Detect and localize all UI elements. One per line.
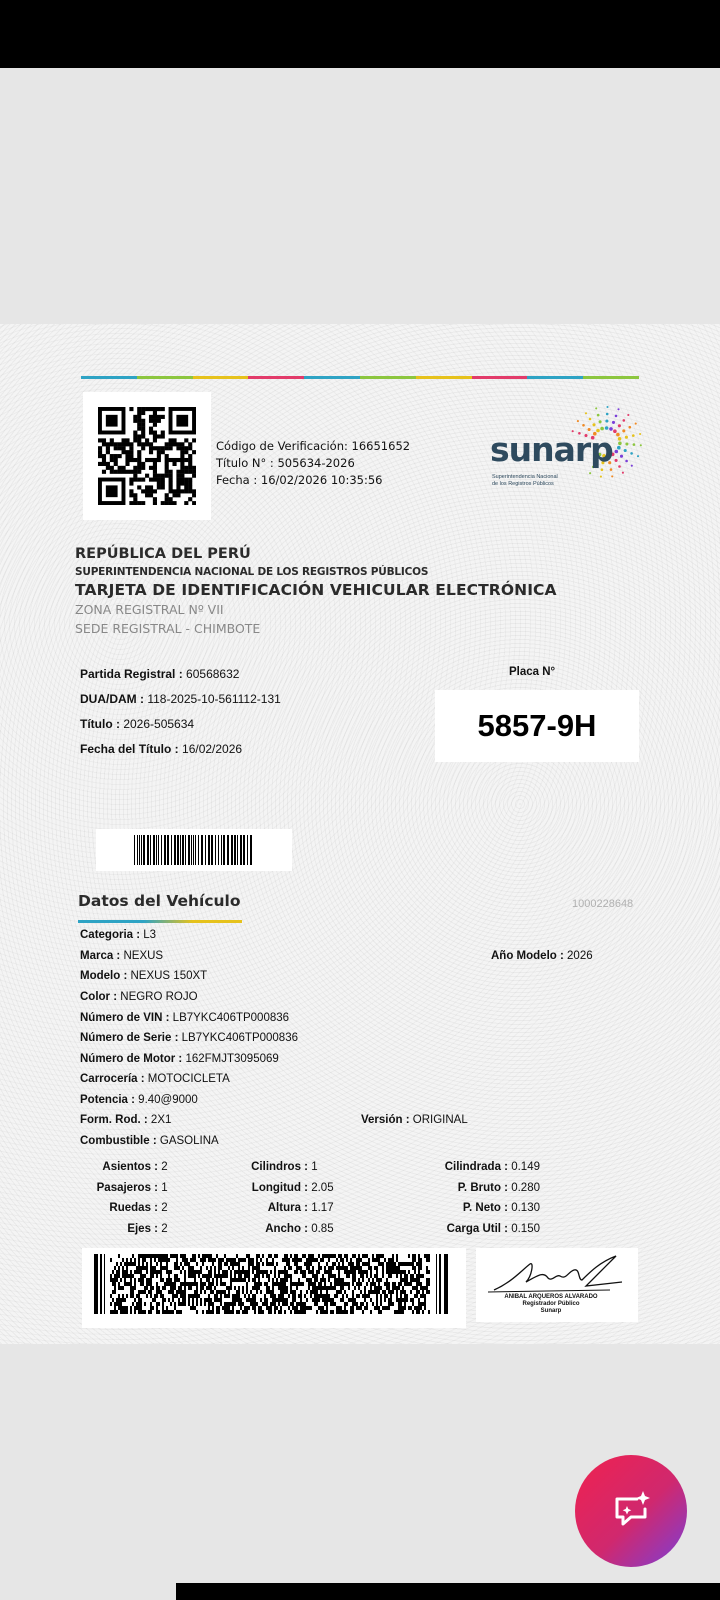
vin-label: Número de VIN : <box>80 1012 170 1024</box>
color-stripe <box>81 376 639 379</box>
color-row <box>80 991 198 1003</box>
signature-scribble-icon <box>482 1252 632 1296</box>
fecha-row <box>80 742 242 756</box>
motor-label: Número de Motor : <box>80 1053 183 1065</box>
signer-info <box>476 1294 626 1315</box>
titulo-value: 2026-505634 <box>123 717 195 731</box>
pasajeros-value: 1 <box>161 1182 168 1194</box>
status-bar <box>0 0 720 68</box>
pbruto-value: 0.280 <box>511 1182 540 1194</box>
potencia-value: 9.40@9000 <box>138 1094 198 1106</box>
carroceria-value: MOTOCICLETA <box>147 1073 230 1085</box>
carga-value: 0.150 <box>511 1223 540 1235</box>
combustible-value: GASOLINA <box>159 1135 219 1147</box>
dua-row <box>80 692 281 706</box>
longitud-row <box>232 1182 334 1194</box>
carroceria-label: Carrocería : <box>80 1073 145 1085</box>
altura-label: Altura : <box>267 1202 308 1214</box>
zone-heading: ZONA REGISTRAL Nº VII <box>75 602 224 617</box>
vehicle-card-document <box>0 324 720 1344</box>
ancho-value: 0.85 <box>311 1223 334 1235</box>
agency-heading: SUPERINTENDENCIA NACIONAL DE LOS REGISTROS PÚBLICOS <box>75 566 429 578</box>
logo-subtitle-line1: Superintendencia Nacional <box>492 474 558 480</box>
serie-row <box>80 1032 298 1044</box>
partida-row <box>80 667 239 681</box>
title-number: Título N° : 505634-2026 <box>216 456 355 470</box>
qr-code[interactable] <box>83 392 211 520</box>
marca-row <box>80 950 163 962</box>
cilindrada-row <box>430 1161 540 1173</box>
ruedas-label: Ruedas : <box>109 1202 158 1214</box>
ruedas-value: 2 <box>161 1202 168 1214</box>
ejes-label: Ejes : <box>127 1223 158 1235</box>
fecha-value: 16/02/2026 <box>182 742 243 756</box>
altura-row <box>232 1202 334 1214</box>
cilindros-label: Cilindros : <box>251 1161 308 1173</box>
ancho-label: Ancho : <box>265 1223 308 1235</box>
dua-label: DUA/DAM : <box>80 692 144 706</box>
marca-value: NEXUS <box>123 950 164 962</box>
altura-value: 1.17 <box>311 1202 334 1214</box>
carroceria-row <box>80 1073 230 1085</box>
partida-label: Partida Registral : <box>80 667 183 681</box>
modelo-value: NEXUS 150XT <box>130 970 208 982</box>
anio-row <box>491 950 593 962</box>
chat-sparkle-icon <box>609 1489 653 1533</box>
navigation-bar <box>176 1583 720 1600</box>
asientos-value: 2 <box>161 1161 168 1173</box>
anio-label: Año Modelo : <box>491 950 564 962</box>
ai-assistant-button[interactable] <box>575 1455 687 1567</box>
formrod-row <box>80 1114 171 1126</box>
cilindrada-label: Cilindrada : <box>444 1161 508 1173</box>
vin-row <box>80 1012 289 1024</box>
pdf417-barcode <box>82 1248 466 1328</box>
cilindros-value: 1 <box>311 1161 318 1173</box>
color-label: Color : <box>80 991 118 1003</box>
version-value: ORIGINAL <box>412 1114 468 1126</box>
categoria-value: L3 <box>143 929 157 941</box>
issue-date: Fecha : 16/02/2026 10:35:56 <box>216 473 383 487</box>
plate-number: 5857-9H <box>435 690 639 762</box>
pneto-value: 0.130 <box>511 1202 540 1214</box>
longitud-value: 2.05 <box>311 1182 334 1194</box>
potencia-row <box>80 1094 198 1106</box>
version-label: Versión : <box>361 1114 410 1126</box>
pneto-label: P. Neto : <box>462 1202 508 1214</box>
combustible-row <box>80 1135 219 1147</box>
ejes-row <box>80 1223 168 1235</box>
signer-role: Registrador Público <box>522 1301 580 1307</box>
pneto-row <box>430 1202 540 1214</box>
combustible-label: Combustible : <box>80 1135 157 1147</box>
verification-block <box>216 438 410 489</box>
cilindros-row <box>232 1161 318 1173</box>
section-underline <box>78 920 242 923</box>
pbruto-row <box>430 1182 540 1194</box>
barcode-small <box>96 829 292 871</box>
formrod-label: Form. Rod. : <box>80 1114 148 1126</box>
dua-value: 118-2025-10-561112-131 <box>147 692 281 706</box>
titulo-label: Título : <box>80 717 120 731</box>
marca-label: Marca : <box>80 950 121 962</box>
pasajeros-row <box>80 1182 168 1194</box>
signature-block <box>476 1248 638 1322</box>
carga-label: Carga Util : <box>446 1223 508 1235</box>
serie-label: Número de Serie : <box>80 1032 179 1044</box>
asientos-row <box>80 1161 168 1173</box>
asientos-label: Asientos : <box>102 1161 158 1173</box>
sunarp-logo <box>488 394 648 494</box>
verification-code: Código de Verificación: 16651652 <box>216 439 411 453</box>
signer-name: ANIBAL ARQUEROS ALVARADO <box>504 1294 598 1300</box>
ancho-row <box>232 1223 334 1235</box>
motor-row <box>80 1053 279 1065</box>
cilindrada-value: 0.149 <box>511 1161 540 1173</box>
logo-wordmark: sunarp <box>490 430 613 469</box>
formrod-value: 2X1 <box>150 1114 172 1126</box>
carga-row <box>430 1223 540 1235</box>
motor-value: 162FMJT3095069 <box>185 1053 279 1065</box>
modelo-row <box>80 970 207 982</box>
vin-value: LB7YKC406TP000836 <box>172 1012 290 1024</box>
version-row <box>361 1114 468 1126</box>
categoria-row <box>80 929 156 941</box>
modelo-label: Modelo : <box>80 970 128 982</box>
logo-subtitle <box>492 474 592 488</box>
partida-value: 60568632 <box>186 667 240 681</box>
serie-value: LB7YKC406TP000836 <box>181 1032 298 1044</box>
potencia-label: Potencia : <box>80 1094 135 1106</box>
fecha-label: Fecha del Título : <box>80 742 179 756</box>
ruedas-row <box>80 1202 168 1214</box>
pasajeros-label: Pasajeros : <box>96 1182 158 1194</box>
categoria-label: Categoria : <box>80 929 141 941</box>
anio-value: 2026 <box>567 950 593 962</box>
country-heading: REPÚBLICA DEL PERÚ <box>75 546 251 562</box>
titulo-row <box>80 717 194 731</box>
longitud-label: Longitud : <box>251 1182 308 1194</box>
document-number: 1000228648 <box>572 898 634 910</box>
logo-subtitle-line2: de los Registros Públicos <box>492 481 554 487</box>
sede-heading: SEDE REGISTRAL - CHIMBOTE <box>75 621 261 636</box>
vehicle-section-title: Datos del Vehículo <box>78 892 241 910</box>
signer-org: Sunarp <box>540 1308 562 1314</box>
color-value: NEGRO ROJO <box>120 991 198 1003</box>
pbruto-label: P. Bruto : <box>457 1182 508 1194</box>
ejes-value: 2 <box>161 1223 168 1235</box>
document-title: TARJETA DE IDENTIFICACIÓN VEHICULAR ELECTRÓNICA <box>75 581 557 599</box>
plate-label: Placa N° <box>509 666 556 678</box>
